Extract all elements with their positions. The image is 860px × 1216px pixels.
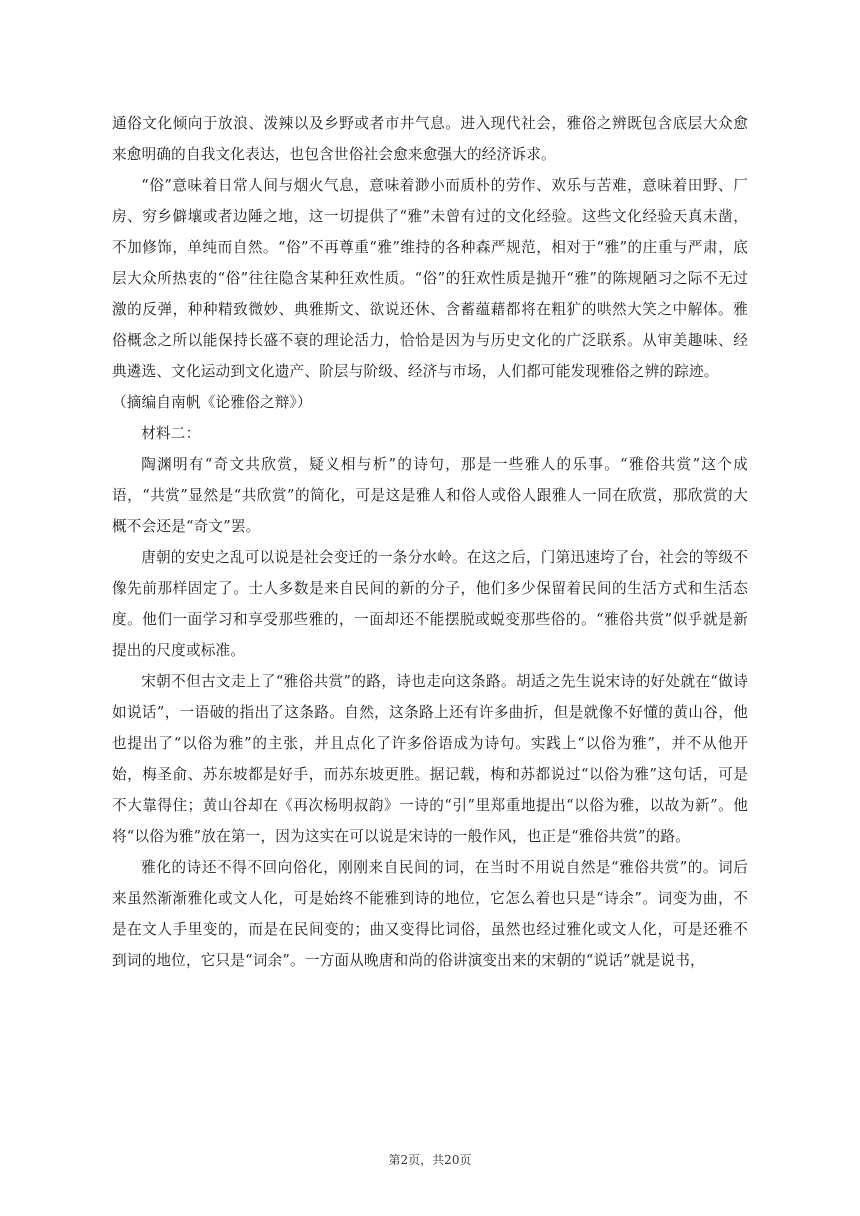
paragraph-continuation: 通俗文化倾向于放浪、泼辣以及乡野或者市井气息。进入现代社会，雅俗之辨既包含底层大众愈来愈明确的自我文化表达，也包含世俗社会愈来愈强大的经济诉求。 (112, 115, 748, 163)
page-number-footer: 第2页，共20页 (388, 1153, 472, 1167)
paragraph-tang-dynasty: 唐朝的安史之乱可以说是社会变迁的一条分水岭。在这之后，门第迅速垮了台，社会的等级不像先前那样固定了。士人多数是来自民间的新的分子，他们多少保留着民间的生活方式和生活态度。他们一面学习和享受那些雅的，一面却还不能摆脱或蜕变那些俗的。“雅俗共赏”似乎就是新提出的尺度或标准。 (112, 549, 748, 659)
paragraph-ci-and-qu: 雅化的诗还不得不回向俗化，刚刚来自民间的词，在当时不用说自然是“雅俗共赏”的。词后来虽然渐渐雅化或文人化，可是始终不能雅到诗的地位，它怎么着也只是“诗余”。词变为曲，不是在文人手里变的，而是在民间变的；曲又变得比词俗，虽然也经过雅化或文人化，可是还雅不到词的地位，它只是“词余”。一方面从晚唐和尚的俗讲演变出来的宋朝的“说话”就是说书， (112, 859, 748, 969)
paragraph-tao-yuanming: 陶渊明有“奇文共欣赏，疑义相与析”的诗句，那是一些雅人的乐事。“雅俗共赏”这个成语，“共赏”显然是“共欣赏”的简化，可是这是雅人和俗人或俗人跟雅人一同在欣赏，那欣赏的大概不会还是“奇文”罢。 (112, 456, 748, 535)
material-two-label: 材料二： (141, 425, 201, 442)
paragraph-song-dynasty: 宋朝不但古文走上了“雅俗共赏”的路，诗也走向这条路。胡适之先生说宋诗的好处就在“做诗如说话”，一语破的指出了这条路。自然，这条路上还有许多曲折，但是就像不好懂的黄山谷，他也提出了“以俗为雅”的主张，并且点化了许多俗语成为诗句。实践上“以俗为雅”，并不从他开始，梅圣俞、苏东坡都是好手，而苏东坡更胜。据记载，梅和苏都说过“以俗为雅”这句话，可是不大靠得住；黄山谷却在《再次杨明叔韵》一诗的“引”里郑重地提出“以俗为雅，以故为新”。他将“以俗为雅”放在第一，因为这实在可以说是宋诗的一般作风，也正是“雅俗共赏”的路。 (112, 673, 748, 845)
body-text (112, 108, 748, 976)
paragraph-su-meaning: “俗”意味着日常人间与烟火气息，意味着渺小而质朴的劳作、欢乐与苦难，意味着田野、厂房、穷乡僻壤或者边陲之地，这一切提供了“雅”未曾有过的文化经验。这些文化经验天真未凿，不加修饰，单纯而自然。“俗”不再尊重“雅”维持的各种森严规范，相对于“雅”的庄重与严肃，底层大众所热衷的“俗”往往隐含某种狂欢性质。“俗”的狂欢性质是抛开“雅”的陈规陋习之际不无过激的反弹，种种精致微妙、典雅斯文、欲说还休、含蓄蕴藉都将在粗犷的哄然大笑之中解体。雅俗概念之所以能保持长盛不衰的理论活力，恰恰是因为与历史文化的广泛联系。从审美趣味、经典遴选、文化运动到文化遗产、阶层与阶级、经济与市场，人们都可能发现雅俗之辨的踪迹。 (112, 177, 748, 380)
source-citation: （摘编自南帆《论雅俗之辩》） (112, 394, 312, 411)
